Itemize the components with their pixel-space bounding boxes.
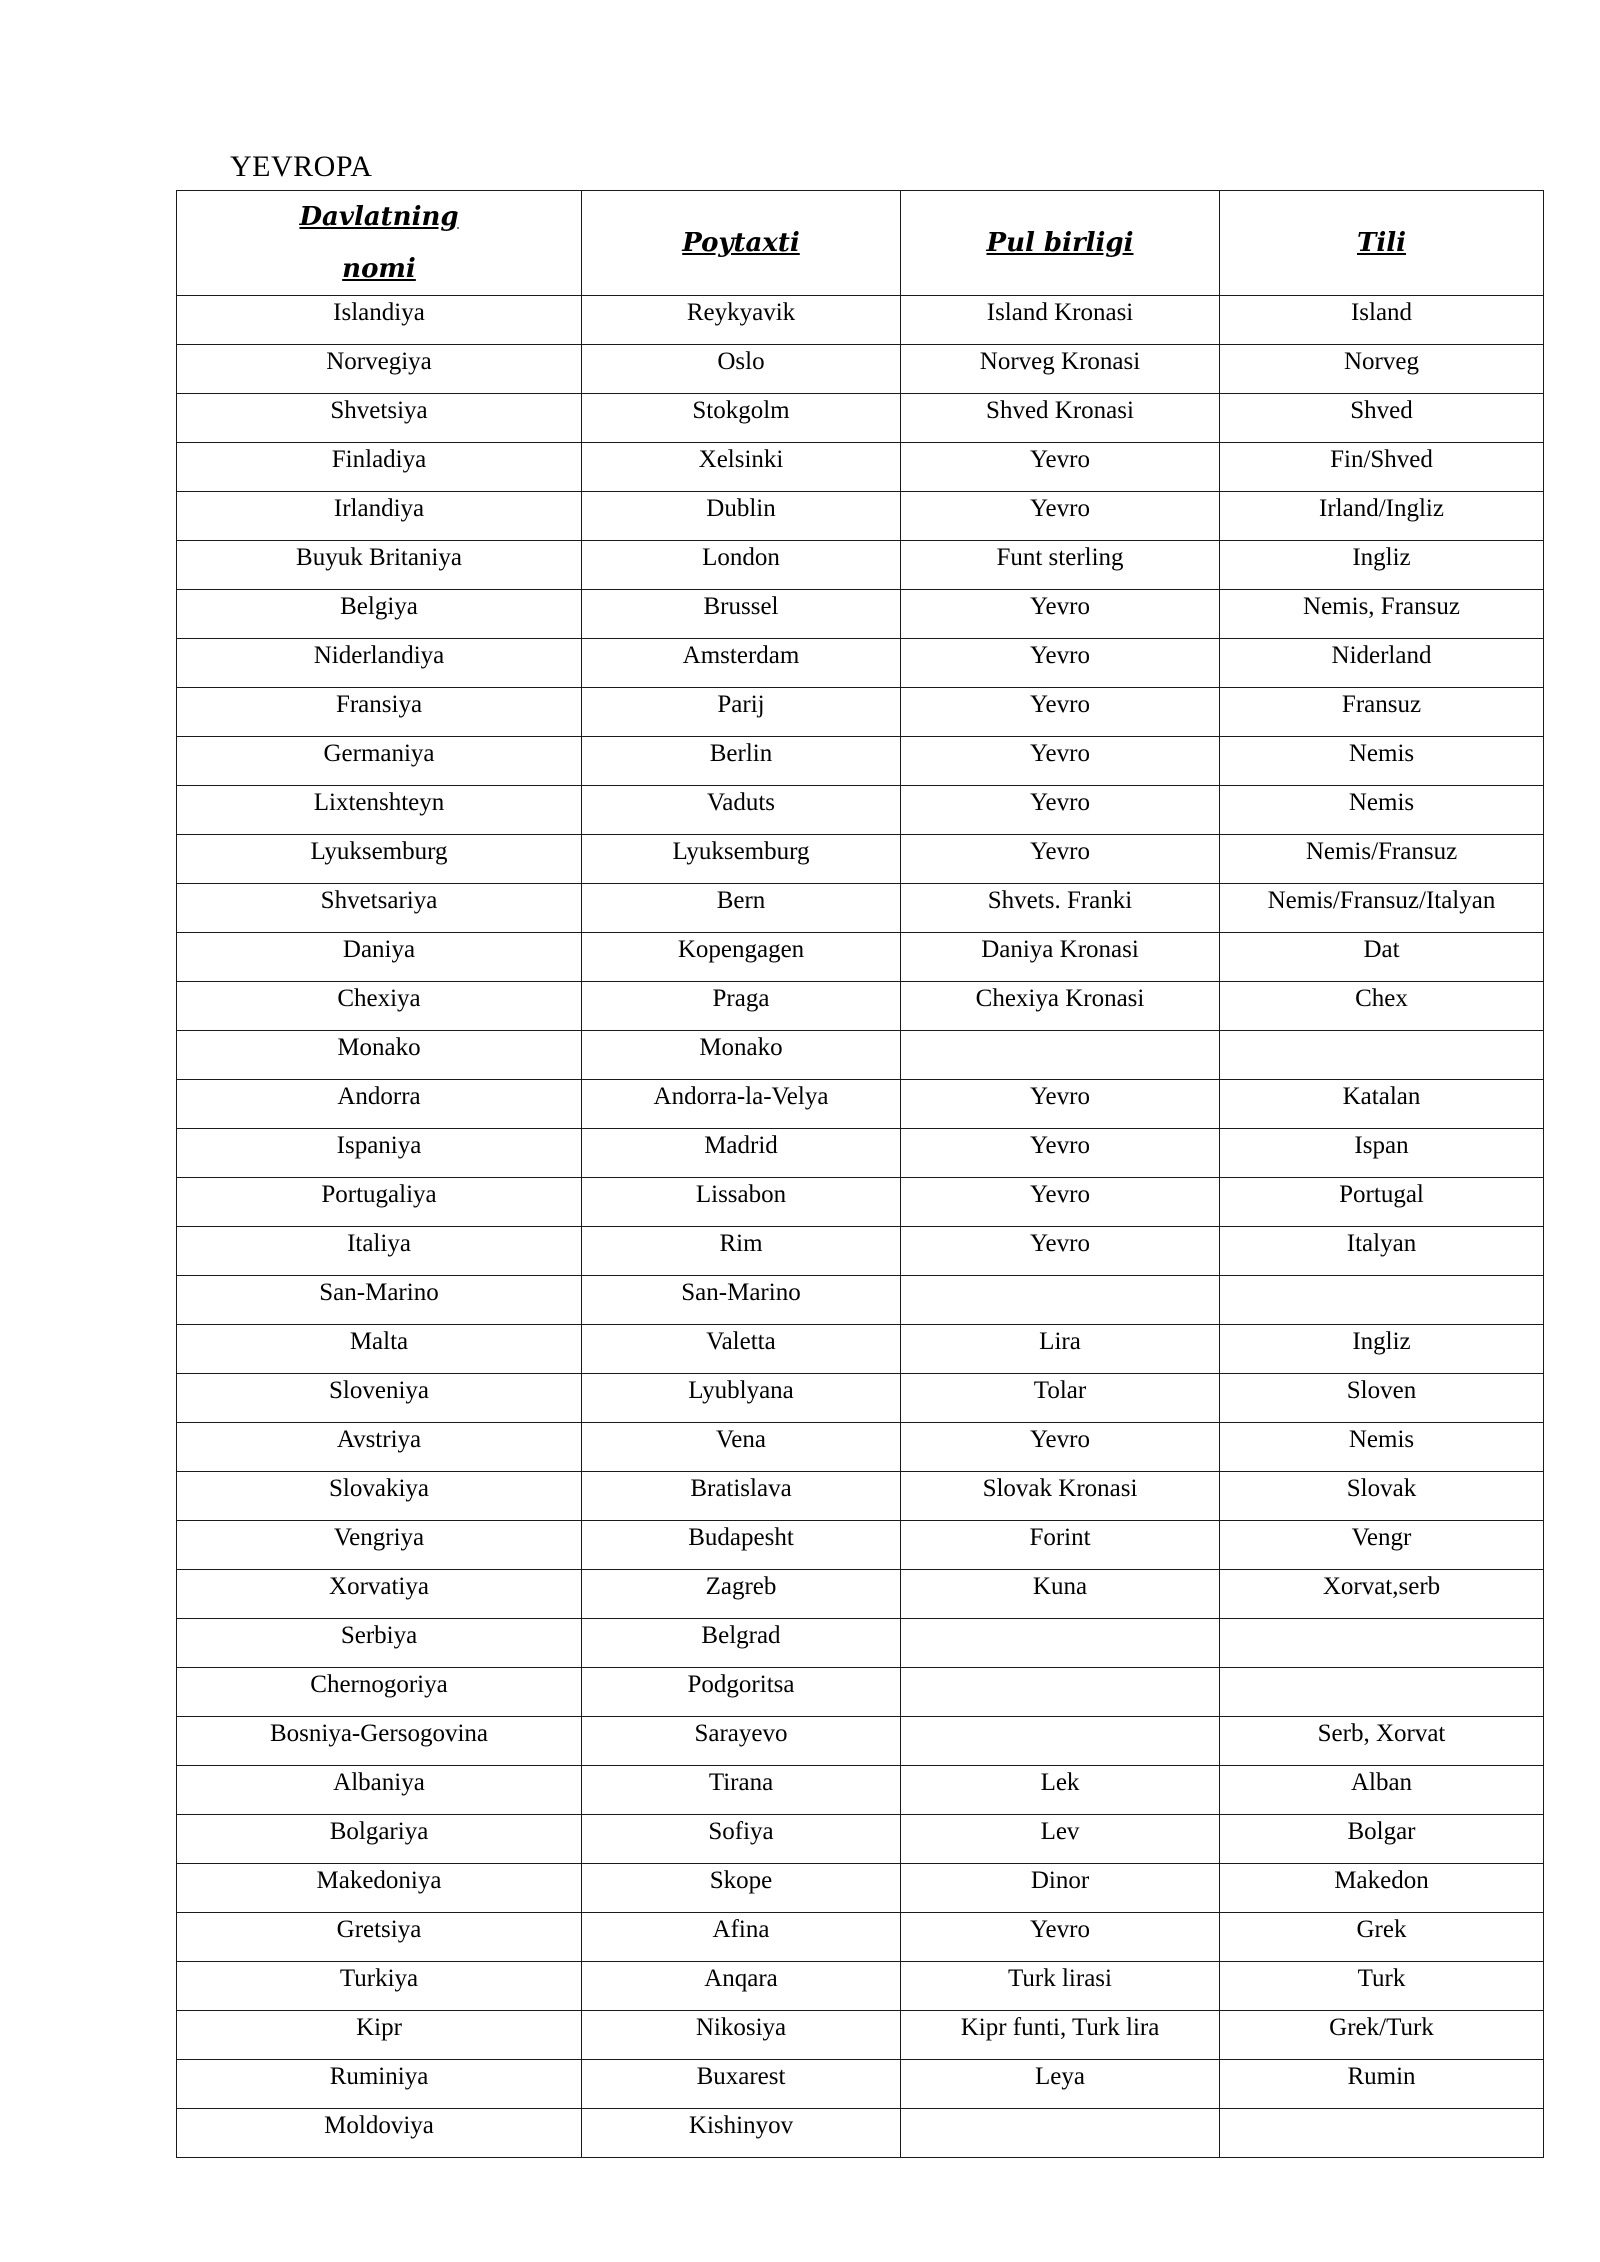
currency-cell: Leya bbox=[901, 2060, 1220, 2109]
header-country-name-line1: Davlatning bbox=[299, 202, 459, 232]
country-name-cell: Portugaliya bbox=[177, 1178, 582, 1227]
table-row bbox=[177, 2060, 1544, 2109]
country-name-cell: Daniya bbox=[177, 933, 582, 982]
country-name-cell: Ruminiya bbox=[177, 2060, 582, 2109]
language-cell bbox=[1220, 2109, 1544, 2158]
country-name-cell: Chexiya bbox=[177, 982, 582, 1031]
language-cell: Sloven bbox=[1220, 1374, 1544, 1423]
table-row bbox=[177, 541, 1544, 590]
language-cell: Turk bbox=[1220, 1962, 1544, 2011]
country-name-cell: Belgiya bbox=[177, 590, 582, 639]
country-name-cell: Malta bbox=[177, 1325, 582, 1374]
language-cell: Nemis, Fransuz bbox=[1220, 590, 1544, 639]
currency-cell: Forint bbox=[901, 1521, 1220, 1570]
country-name-cell: Lixtenshteyn bbox=[177, 786, 582, 835]
capital-cell: Reykyavik bbox=[582, 296, 901, 345]
capital-cell: Berlin bbox=[582, 737, 901, 786]
language-cell: Chex bbox=[1220, 982, 1544, 1031]
currency-cell: Funt sterling bbox=[901, 541, 1220, 590]
table-row bbox=[177, 1766, 1544, 1815]
capital-cell: Nikosiya bbox=[582, 2011, 901, 2060]
country-name-cell: Albaniya bbox=[177, 1766, 582, 1815]
capital-cell: Bratislava bbox=[582, 1472, 901, 1521]
currency-cell: Norveg Kronasi bbox=[901, 345, 1220, 394]
capital-cell: Madrid bbox=[582, 1129, 901, 1178]
table-row bbox=[177, 786, 1544, 835]
capital-cell: San-Marino bbox=[582, 1276, 901, 1325]
language-cell: Ingliz bbox=[1220, 1325, 1544, 1374]
capital-cell: Sarayevo bbox=[582, 1717, 901, 1766]
language-cell: Italyan bbox=[1220, 1227, 1544, 1276]
capital-cell: Valetta bbox=[582, 1325, 901, 1374]
capital-cell: Afina bbox=[582, 1913, 901, 1962]
table-header-row bbox=[177, 191, 1544, 296]
currency-cell: Shved Kronasi bbox=[901, 394, 1220, 443]
currency-cell: Turk lirasi bbox=[901, 1962, 1220, 2011]
capital-cell: Stokgolm bbox=[582, 394, 901, 443]
currency-cell: Yevro bbox=[901, 835, 1220, 884]
country-name-cell: Gretsiya bbox=[177, 1913, 582, 1962]
currency-cell: Yevro bbox=[901, 1913, 1220, 1962]
table-row bbox=[177, 1815, 1544, 1864]
language-cell: Nemis/Fransuz/Italyan bbox=[1220, 884, 1544, 933]
language-cell: Slovak bbox=[1220, 1472, 1544, 1521]
table-row bbox=[177, 884, 1544, 933]
country-name-cell: Monako bbox=[177, 1031, 582, 1080]
language-cell bbox=[1220, 1276, 1544, 1325]
currency-cell: Shvets. Franki bbox=[901, 884, 1220, 933]
language-cell: Nemis bbox=[1220, 1423, 1544, 1472]
language-cell: Norveg bbox=[1220, 345, 1544, 394]
currency-cell: Yevro bbox=[901, 1423, 1220, 1472]
currency-cell: Slovak Kronasi bbox=[901, 1472, 1220, 1521]
country-name-cell: Bolgariya bbox=[177, 1815, 582, 1864]
currency-cell bbox=[901, 1717, 1220, 1766]
language-cell bbox=[1220, 1668, 1544, 1717]
language-cell bbox=[1220, 1031, 1544, 1080]
currency-cell bbox=[901, 2109, 1220, 2158]
currency-cell bbox=[901, 1619, 1220, 1668]
table-row bbox=[177, 1913, 1544, 1962]
capital-cell: Skope bbox=[582, 1864, 901, 1913]
table-row bbox=[177, 639, 1544, 688]
language-cell: Rumin bbox=[1220, 2060, 1544, 2109]
table-row bbox=[177, 1276, 1544, 1325]
capital-cell: Amsterdam bbox=[582, 639, 901, 688]
language-cell: Island bbox=[1220, 296, 1544, 345]
currency-cell: Dinor bbox=[901, 1864, 1220, 1913]
capital-cell: Buxarest bbox=[582, 2060, 901, 2109]
country-name-cell: Bosniya-Gersogovina bbox=[177, 1717, 582, 1766]
table-row bbox=[177, 1570, 1544, 1619]
capital-cell: Oslo bbox=[582, 345, 901, 394]
language-cell: Fransuz bbox=[1220, 688, 1544, 737]
table-row bbox=[177, 1521, 1544, 1570]
table-row bbox=[177, 1472, 1544, 1521]
country-name-cell: Germaniya bbox=[177, 737, 582, 786]
country-name-cell: Finladiya bbox=[177, 443, 582, 492]
country-name-cell: Avstriya bbox=[177, 1423, 582, 1472]
currency-cell: Lira bbox=[901, 1325, 1220, 1374]
table-row bbox=[177, 737, 1544, 786]
capital-cell: Xelsinki bbox=[582, 443, 901, 492]
country-name-cell: Lyuksemburg bbox=[177, 835, 582, 884]
table-row bbox=[177, 1227, 1544, 1276]
currency-cell: Yevro bbox=[901, 1080, 1220, 1129]
country-name-cell: Serbiya bbox=[177, 1619, 582, 1668]
capital-cell: Kopengagen bbox=[582, 933, 901, 982]
capital-cell: Monako bbox=[582, 1031, 901, 1080]
table-row bbox=[177, 688, 1544, 737]
currency-cell: Daniya Kronasi bbox=[901, 933, 1220, 982]
capital-cell: Praga bbox=[582, 982, 901, 1031]
currency-cell: Yevro bbox=[901, 590, 1220, 639]
language-cell: Ingliz bbox=[1220, 541, 1544, 590]
currency-cell: Yevro bbox=[901, 737, 1220, 786]
currency-cell: Yevro bbox=[901, 786, 1220, 835]
language-cell: Nemis/Fransuz bbox=[1220, 835, 1544, 884]
capital-cell: Anqara bbox=[582, 1962, 901, 2011]
table-row bbox=[177, 296, 1544, 345]
currency-cell bbox=[901, 1668, 1220, 1717]
capital-cell: Bern bbox=[582, 884, 901, 933]
country-name-cell: Buyuk Britaniya bbox=[177, 541, 582, 590]
currency-cell: Chexiya Kronasi bbox=[901, 982, 1220, 1031]
capital-cell: Lyuksemburg bbox=[582, 835, 901, 884]
country-name-cell: Chernogoriya bbox=[177, 1668, 582, 1717]
currency-cell bbox=[901, 1276, 1220, 1325]
country-name-cell: Makedoniya bbox=[177, 1864, 582, 1913]
capital-cell: Vaduts bbox=[582, 786, 901, 835]
country-name-cell: Kipr bbox=[177, 2011, 582, 2060]
currency-cell: Yevro bbox=[901, 1129, 1220, 1178]
currency-cell: Island Kronasi bbox=[901, 296, 1220, 345]
table-row bbox=[177, 1374, 1544, 1423]
table-row bbox=[177, 1423, 1544, 1472]
country-name-cell: Shvetsiya bbox=[177, 394, 582, 443]
country-name-cell: Andorra bbox=[177, 1080, 582, 1129]
country-name-cell: Xorvatiya bbox=[177, 1570, 582, 1619]
language-cell: Makedon bbox=[1220, 1864, 1544, 1913]
language-cell: Serb, Xorvat bbox=[1220, 1717, 1544, 1766]
capital-cell: Dublin bbox=[582, 492, 901, 541]
capital-cell: Zagreb bbox=[582, 1570, 901, 1619]
header-currency bbox=[901, 191, 1220, 296]
country-name-cell: Sloveniya bbox=[177, 1374, 582, 1423]
capital-cell: Lyublyana bbox=[582, 1374, 901, 1423]
table-row bbox=[177, 590, 1544, 639]
table-row bbox=[177, 1031, 1544, 1080]
country-name-cell: Irlandiya bbox=[177, 492, 582, 541]
language-cell: Niderland bbox=[1220, 639, 1544, 688]
country-name-cell: Fransiya bbox=[177, 688, 582, 737]
country-name-cell: Niderlandiya bbox=[177, 639, 582, 688]
table-row bbox=[177, 1178, 1544, 1227]
table-row bbox=[177, 492, 1544, 541]
capital-cell: Lissabon bbox=[582, 1178, 901, 1227]
table-row bbox=[177, 933, 1544, 982]
language-cell bbox=[1220, 1619, 1544, 1668]
capital-cell: Tirana bbox=[582, 1766, 901, 1815]
language-cell: Xorvat,serb bbox=[1220, 1570, 1544, 1619]
country-name-cell: Slovakiya bbox=[177, 1472, 582, 1521]
table-body bbox=[177, 296, 1544, 2158]
table-row bbox=[177, 1717, 1544, 1766]
table-row bbox=[177, 345, 1544, 394]
capital-cell: Andorra-la-Velya bbox=[582, 1080, 901, 1129]
table-row bbox=[177, 835, 1544, 884]
language-cell: Grek bbox=[1220, 1913, 1544, 1962]
capital-cell: Brussel bbox=[582, 590, 901, 639]
capital-cell: Rim bbox=[582, 1227, 901, 1276]
currency-cell: Kuna bbox=[901, 1570, 1220, 1619]
language-cell: Katalan bbox=[1220, 1080, 1544, 1129]
language-cell: Dat bbox=[1220, 933, 1544, 982]
country-name-cell: Moldoviya bbox=[177, 2109, 582, 2158]
table-row bbox=[177, 2109, 1544, 2158]
country-name-cell: San-Marino bbox=[177, 1276, 582, 1325]
capital-cell: London bbox=[582, 541, 901, 590]
capital-cell: Sofiya bbox=[582, 1815, 901, 1864]
header-capital-label: Poytaxti bbox=[682, 228, 800, 258]
header-country-name-line2: nomi bbox=[342, 254, 416, 284]
capital-cell: Vena bbox=[582, 1423, 901, 1472]
currency-cell: Yevro bbox=[901, 1178, 1220, 1227]
language-cell: Grek/Turk bbox=[1220, 2011, 1544, 2060]
capital-cell: Belgrad bbox=[582, 1619, 901, 1668]
table-row bbox=[177, 1080, 1544, 1129]
currency-cell: Yevro bbox=[901, 688, 1220, 737]
currency-cell bbox=[901, 1031, 1220, 1080]
country-name-cell: Ispaniya bbox=[177, 1129, 582, 1178]
capital-cell: Podgoritsa bbox=[582, 1668, 901, 1717]
country-name-cell: Vengriya bbox=[177, 1521, 582, 1570]
country-name-cell: Turkiya bbox=[177, 1962, 582, 2011]
currency-cell: Yevro bbox=[901, 492, 1220, 541]
header-capital bbox=[582, 191, 901, 296]
currency-cell: Yevro bbox=[901, 443, 1220, 492]
header-language-label: Tili bbox=[1357, 228, 1406, 258]
language-cell: Nemis bbox=[1220, 737, 1544, 786]
country-name-cell: Shvetsariya bbox=[177, 884, 582, 933]
table-row bbox=[177, 1962, 1544, 2011]
capital-cell: Budapesht bbox=[582, 1521, 901, 1570]
language-cell: Bolgar bbox=[1220, 1815, 1544, 1864]
country-name-cell: Norvegiya bbox=[177, 345, 582, 394]
capital-cell: Parij bbox=[582, 688, 901, 737]
table-row bbox=[177, 1619, 1544, 1668]
capital-cell: Kishinyov bbox=[582, 2109, 901, 2158]
header-country-name bbox=[177, 191, 582, 296]
countries-table bbox=[176, 190, 1544, 2158]
language-cell: Irland/Ingliz bbox=[1220, 492, 1544, 541]
currency-cell: Yevro bbox=[901, 639, 1220, 688]
language-cell: Portugal bbox=[1220, 1178, 1544, 1227]
language-cell: Ispan bbox=[1220, 1129, 1544, 1178]
header-currency-label: Pul birligi bbox=[986, 228, 1134, 258]
header-language bbox=[1220, 191, 1544, 296]
currency-cell: Yevro bbox=[901, 1227, 1220, 1276]
table-row bbox=[177, 1129, 1544, 1178]
language-cell: Fin/Shved bbox=[1220, 443, 1544, 492]
language-cell: Vengr bbox=[1220, 1521, 1544, 1570]
country-name-cell: Islandiya bbox=[177, 296, 582, 345]
table-row bbox=[177, 2011, 1544, 2060]
table-row bbox=[177, 1325, 1544, 1374]
section-title: YEVROPA bbox=[230, 150, 373, 183]
currency-cell: Lev bbox=[901, 1815, 1220, 1864]
currency-cell: Kipr funti, Turk lira bbox=[901, 2011, 1220, 2060]
table-row bbox=[177, 443, 1544, 492]
table-row bbox=[177, 1668, 1544, 1717]
language-cell: Nemis bbox=[1220, 786, 1544, 835]
table-row bbox=[177, 1864, 1544, 1913]
table-row bbox=[177, 394, 1544, 443]
country-name-cell: Italiya bbox=[177, 1227, 582, 1276]
currency-cell: Tolar bbox=[901, 1374, 1220, 1423]
table-row bbox=[177, 982, 1544, 1031]
language-cell: Alban bbox=[1220, 1766, 1544, 1815]
language-cell: Shved bbox=[1220, 394, 1544, 443]
currency-cell: Lek bbox=[901, 1766, 1220, 1815]
